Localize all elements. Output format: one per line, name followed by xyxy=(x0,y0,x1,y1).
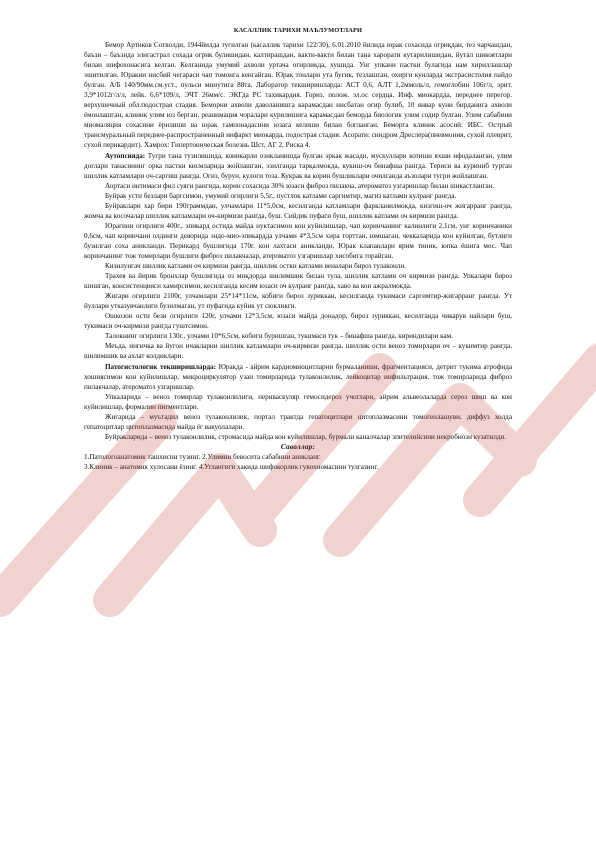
paragraph-text: Трахея ва йирик бронхлар бушлигида оз миқдорда шилимшик билан тула, шиллик катлами оч кирмизи рангда. Упкалари бироз шишган, консистенцияси хамирсимон, кесилганда кесим юзаси оч кулранг рангда, хаво ва кон ажралмокда. xyxy=(84,272,512,291)
paragraph-text: Буйраклари хар бири 190граммдан, улчамлари 11*5,0см, кесилганда катламлари фаркланилмокда, кизгиш-оч жигарранг рангда, жомча ва косочалар шиллик катламлари оч-кирмизи рангда, буш. Сийдик пуфаги буш, шиллик катлами оч кирмизи рангда. xyxy=(84,201,512,220)
body-paragraph xyxy=(84,432,512,442)
paragraph-text: Юракда - айрим кардиомиоцитларни бурмаланиши, фрагментацияси, детрит тукима атрофида хошиясимон кон куйилишлар, микроциркулятор узан томирларида тулаконлилик, лейкоцитар инфильтрация, тож томирларида фиброз пилакчалар, атероматоз узгаришлар. xyxy=(84,362,513,391)
case-history-body xyxy=(84,40,512,442)
body-paragraph xyxy=(84,331,512,341)
body-paragraph xyxy=(84,341,512,361)
body-paragraph xyxy=(84,221,512,261)
paragraph-text: Меъда, ингичка ва йугон ичакларни шиллик катламлари оч-кирмизи рангда, шиллик ости веноз томирлари оч – кукимтир рангда, шилимшик ва ахлат колдиклари. xyxy=(84,342,512,361)
body-paragraph xyxy=(84,412,512,432)
body-paragraph xyxy=(84,311,512,331)
paragraph-text: Жигари огирлиги 2100г, улчамлари 25*14*11см, кобиги бироз зуриккан, кесилганда тукимаси саргимтир-жигарранг рангда. Ут йуллари утказувчанлиги бузилмаган, ут пуфагида куйик ут сюкликги. xyxy=(84,292,512,311)
paragraph-lead: Аутопсияда: xyxy=(105,151,146,160)
questions-heading: Саволлар: xyxy=(280,441,316,451)
paragraph-text: Кизилунгач шиллик катлами оч кирмизи рангда, шиллик остки катлами веналари бироз тулаконли. xyxy=(105,262,406,271)
body-paragraph xyxy=(84,291,512,311)
body-paragraph xyxy=(84,181,512,191)
paragraph-text: Тугри тана тузилишида, коникарли озикланишда булган эркак жасади, мускуллари котиши яхши ифодаланган, улим доглари танасининг орка пастки кисмларида жойлашган, эзилганда тарқалмокда, кукиш-оч бинафша рангда. Териси ва куриниб турган шиллик катламлари оч-саргиш рангда. Огиз, бурун, кулоги тоза. Кукрак ва корин бушликлари очилганда аъзолари тугри жойлашган. xyxy=(84,151,512,180)
body-paragraph xyxy=(84,40,512,151)
body-paragraph xyxy=(84,261,512,271)
paragraph-text: Талокнинг огирлиги 130г., улчами 10*6,5см, кобиги буришган, тукимаси тук – бинафша рангда, кириндилари кам. xyxy=(105,332,453,341)
paragraph-text: Аортаси интимаси фил суяги рангида, корин сохасида 30% юзаси фиброз пилакча, атероматоз узгаришлар билан шикастланган. xyxy=(105,181,495,190)
paragraph-text: Ошкозон ости бези огирлиги 120г, улчами 12*3,5см, юзаси майда донадор, бироз зуриккан, кесилганда чикарув найлари буш, тукимаси оч-кирмизи рангда гуштсимон. xyxy=(84,312,512,331)
paragraph-text: Буйрак усти безлари баргсимон, умумий огирлиги 5,5г., пустлок катлами саргимтир, магиз катлами кулранг рангда. xyxy=(105,191,457,200)
body-paragraph xyxy=(84,191,512,201)
paragraph-lead: Патогистологик текширишларда: xyxy=(105,362,217,371)
body-paragraph xyxy=(84,362,512,392)
question-line: 3.Клиник – анатомик хулосани ёзинг. 4.Углангиги хакида шифокорлик гувохномасини тулгазинг. xyxy=(84,463,379,472)
body-paragraph xyxy=(84,151,512,181)
paragraph-text: Буйракларида – веноз тулаконлилик, стромасида майда кон куйилишлар, бурмали каналчалар эпителийсини некробиози кузатилди. xyxy=(105,432,507,441)
body-paragraph xyxy=(84,392,512,412)
paragraph-text: Бемор Артиков Сотволди, 1944йилда тугилган (касаллик тарихи 122/30), 6.01.2010 йилида юрак сохасида огриқдан, тез чарчашдан, баъзи – баъзида элигастрал сохада огрик булишидан, калтирашдан, вакти-вакти билан тана харорати кутарилишидан, йутал шикоятлари билан шифохонасига келган. Келганида умумий ахволи уртача огирликда, хушида. Унг упкани пастки булагида нам хириллашлар эшитилган. Юракни нисбий чегараси чап томонга кенгайган. Юрак тонлари ута бугик, тезлашган, охирги кунларда экстрасистолия пайдо булган. А/Б 140/90мм.см.уст., пульси минутига 88та. Лаборатор текширишларда: АСТ 0,6, АЛТ 1,2ммоль/л, гемоглобин 106г/л, эрит. 3,9*1012г/л/л, лейк. 6,6*109/л, ЭЧТ 26мм/с. ЭКГда РС тахикардия. Гориз. полож. эл.ос сердца. Инф. миокардда, переднее перегор. верхушечный обл.подострая стадия. Беморни ахволи даволанишга карамасдан нисбатан огир булиб, 10 январ куни бирданига ахволи ёмонлашган, клиник улим юз берган, реанимация чоралари курилишига карамасдан беморда биологик улим содир булган. Улим сабабини миомаляция сохасини ёрилиши ва юрак тампонадасини юзага келиши билан богланган. Беморга клиник асосий: ИБС. Острый трансмуральный переднее-распространенный инфаркт миокарда, подострая стадия. Асорати: синдром Дреслера(пневмония, сухой плеврит, сухой перикардит). Хамрох: Гипертоническая болезнь Шст, АГ 2, Риска 4. xyxy=(84,41,512,150)
body-paragraph xyxy=(84,201,512,221)
paragraph-text: Жигарида – муътадил веноз тулаконлилик, портал трактда гепатоцитлари цитоплазмасини томогенлашуви, диффуз холда гепатоцитлар цитоплазмасида майда ёг вакуолалари. xyxy=(84,412,512,431)
questions-list xyxy=(84,452,512,472)
paragraph-text: Упкаларида – веноз томирлар тулаконлилиги, периваскуляр гемосидероз учоглари, айрим альвеолаларда сероз шиш ва кон куйилишлар, формалин пигментлари. xyxy=(84,392,512,411)
paragraph-text: Юрагини огирлиги 400г., эпикард остида майда нуктасимон кон куйилишлар, чап коринчанинг калинлиги 2,1см, унг коринчаники 0,6см, чап коринчани олдинги деворида эндо-мио-эпикардда улчами 4*3,5см хира торттан, юмшаган, чеккаларида кон куйилган, бутлиги бузилган соха аникланди. Перикард бушлигида 170г. кон лахтаси аникланди. Юрак клапанлари ярим тиник, юпка ёшига мос. Чап коринчанинг тож томирлари бушлиги фиброз пилакчалар, атероматоз узгаришлар хисобига торайган. xyxy=(84,221,512,260)
question-line: 1.Патологоанатомик ташхисни тузинг. 2.Улимни бевосита сабабини аникланг. xyxy=(84,453,321,462)
document-title: КАСАЛЛИК ТАРИХИ МАЪЛУМОТЛАРИ xyxy=(233,27,363,34)
body-paragraph xyxy=(84,271,512,291)
